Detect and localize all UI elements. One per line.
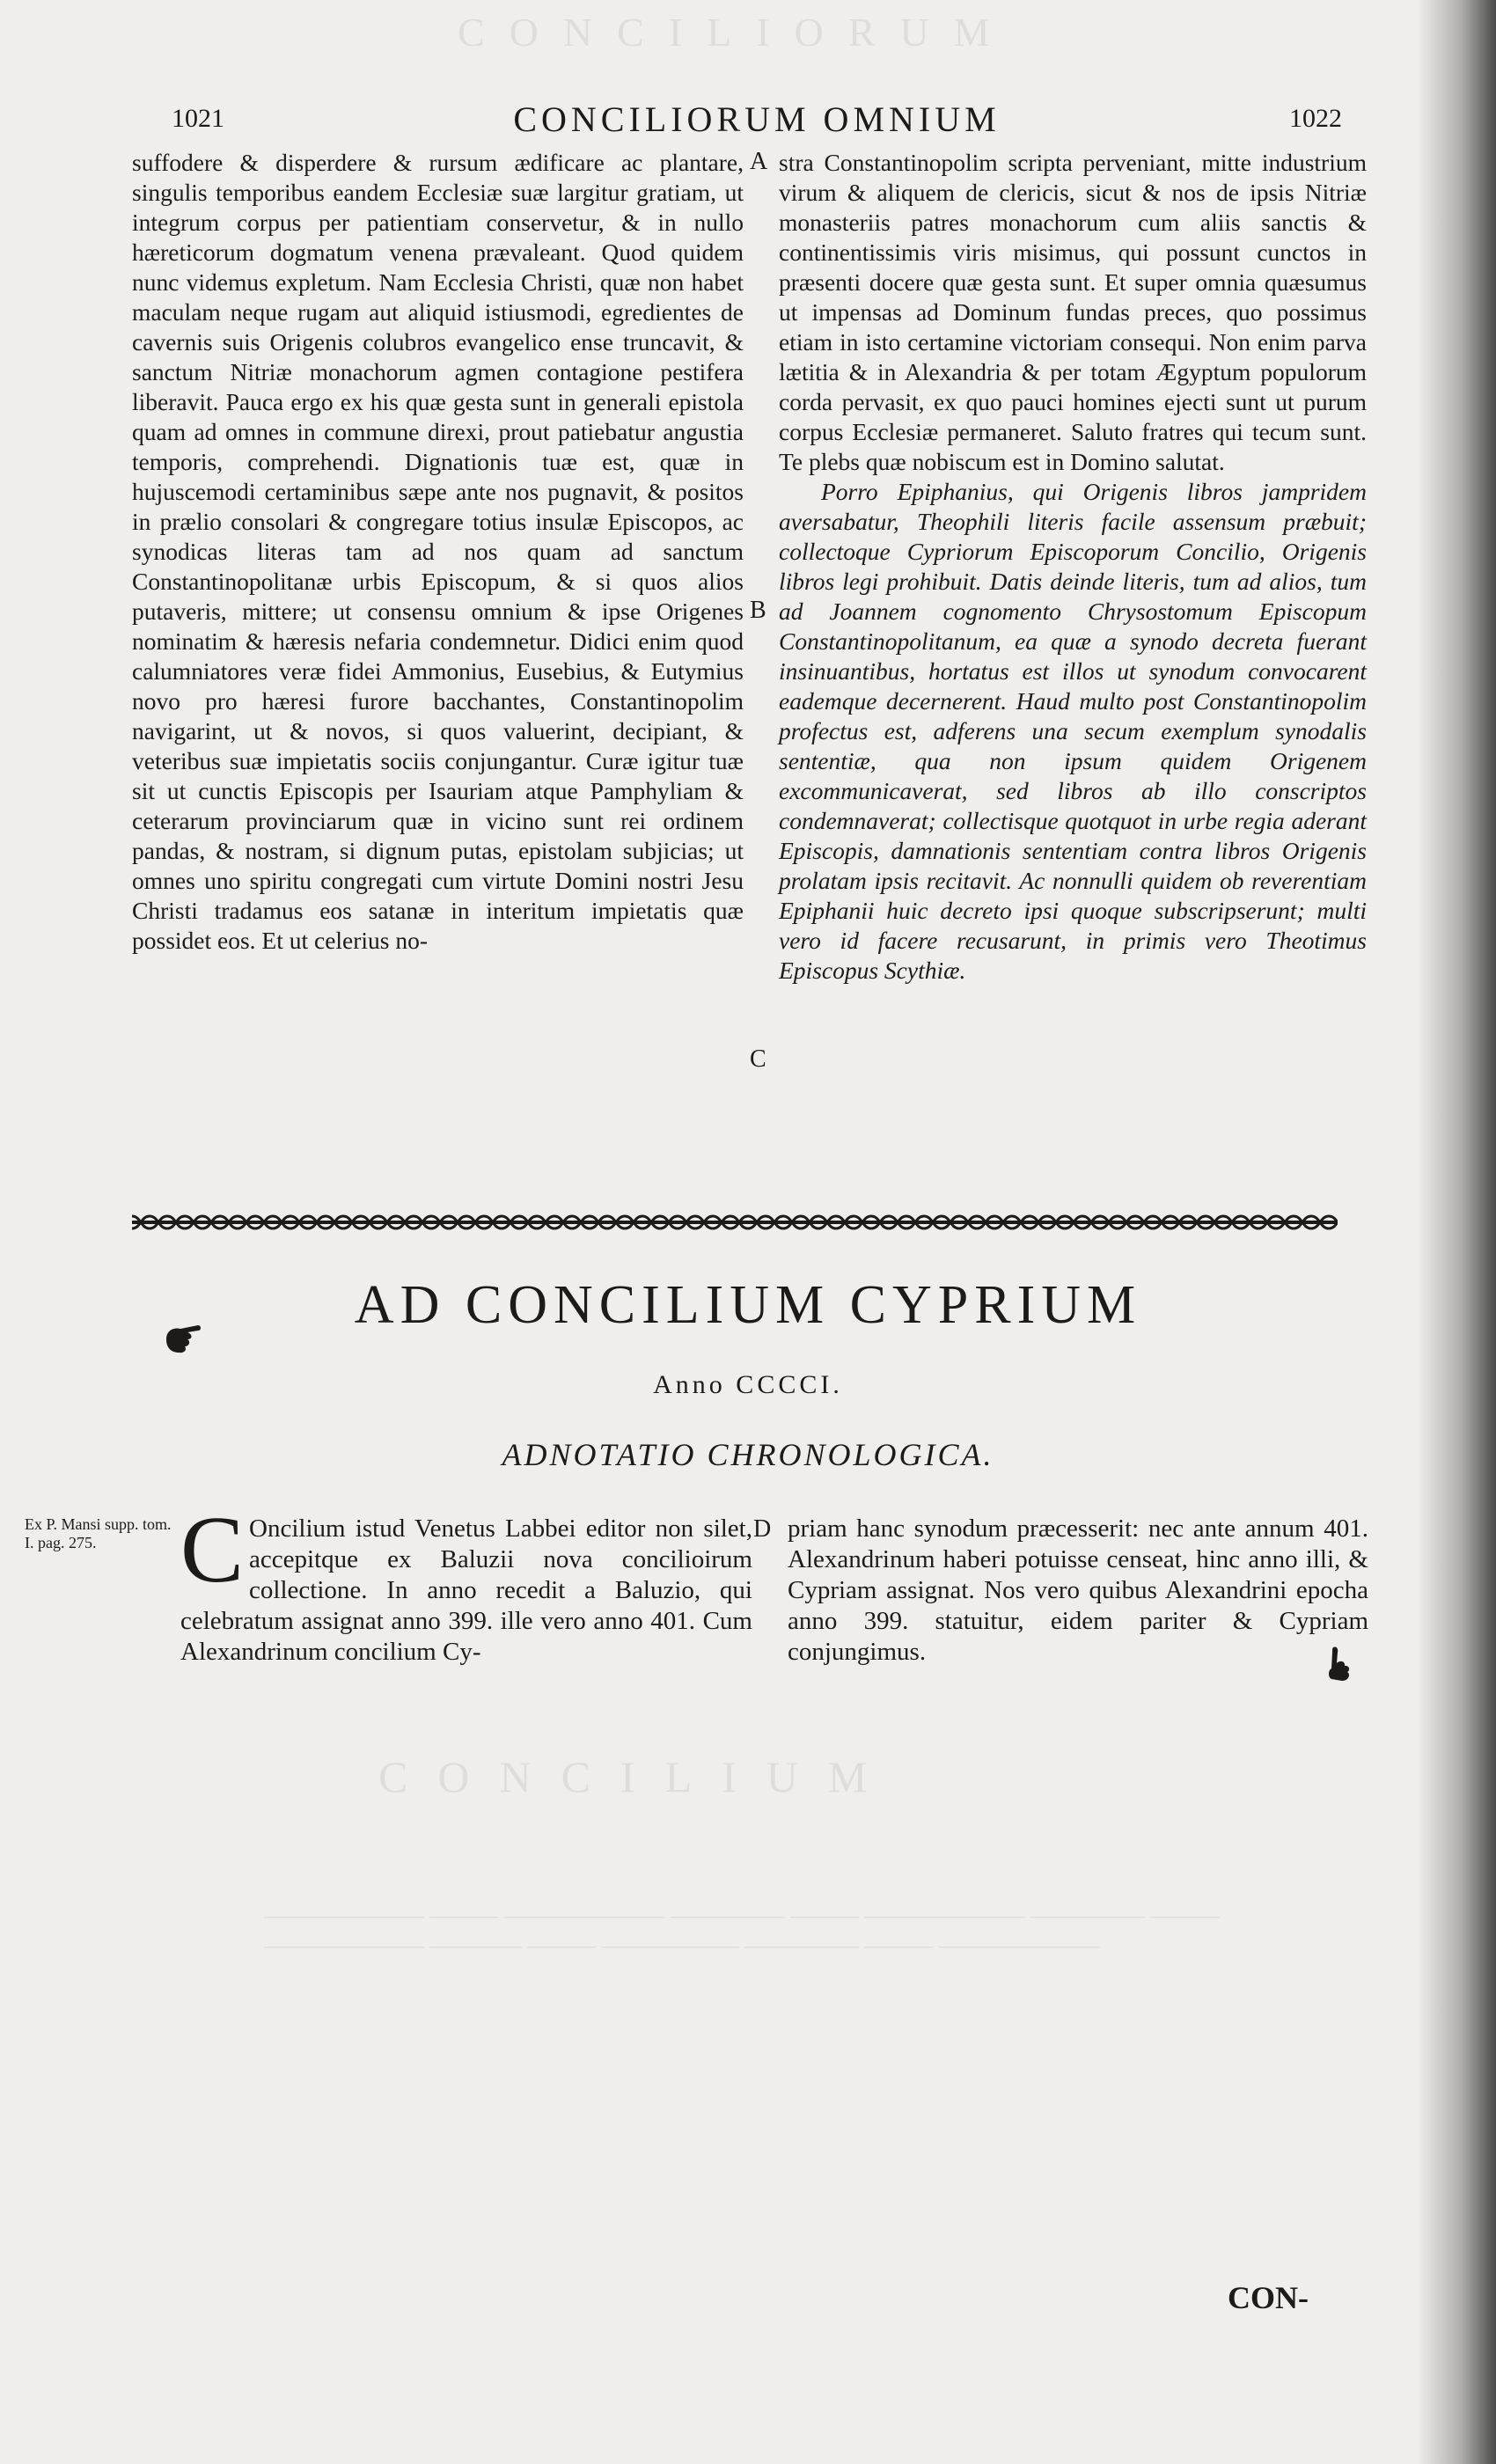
page-edge-shadow: [1417, 0, 1496, 2464]
left-column-text: suffodere & disperdere & rursum ædificare ac plantare, singulis temporibus eandem Ecclesiæ suæ largitur gratiam, ut integrum corpus per patientiam conservetur, & in nullo hæreticorum dogmatum venena prævaleant. Quod quidem nunc videmus expletum. Nam Ecclesia Christi, quæ non habet maculam neque rugam aut aliquid istiusmodi, egredientes de cavernis suis Origenis colubros evangelico ense truncavit, & sanctum Nitriæ monachorum agmen contagione pestifera liberavit. Pauca ergo ex his quæ gesta sunt in generali epistola quam ad omnes in commune direxi, prout patiebatur angustia temporis, comprehendi. Dignationis tuæ est, quæ in hujuscemodi certaminibus sæpe ante nos pugnavit, & positos in prælio consolari & congregare totius insulæ Episcopos, ac synodicas literas tam ad nos quam ad sanctum Constantinopolitanæ urbis Episcopum, & si quos alios putaveris, mittere; ut consensu omnium & ipse Origenes nominatim & hæresis nefaria condemnetur. Didici enim quod calumniatores veræ fidei Ammonius, Eusebius, & Eutymius novo pro hæresi furore bacchantes, Constantinopolim navigarint, ut & novos, si quos valuerint, decipiant, & veteribus suæ impietatis sociis conjungantur. Curæ igitur tuæ sit ut cunctis Episcopis per Isauriam atque Pamphyliam & ceterarum provinciarum quæ in vicino sunt rei ordinem pandas, & nostram, si dignum putas, epistolam subjicias; ut omnes uno spiritu congregati cum virtute Domini nostri Jesu Christi tradamus eos satanæ in interitum impietatis quæ possidet eos. Et ut celerius no-: [132, 149, 744, 954]
ornamental-rule: [132, 1207, 1338, 1237]
right-column: [779, 148, 1367, 986]
side-note: Ex P. Mansi supp. tom. I. pag. 275.: [25, 1515, 172, 1551]
left-column: [132, 148, 744, 956]
margin-letter-d: D: [753, 1515, 772, 1543]
right-column-letter-end: stra Constantinopolim scripta perveniant, mitte industrium virum & aliquem de clericis, sicut & nos de ipsis Nitriæ monasteriis patres monachorum cum aliis sanctis & continentissimis viris misimus, qui possunt cunctos in præsenti docere quæ gesta sunt. Et super omnia quæsumus ut impensas ad Dominum fundas preces, quo possimus etiam in isto certamine victoriam consequi. Non enim parva lætitia & in Alexandria & per totam Ægyptum populorum corda pervasit, ex quo pauci homines ejecti sunt ut purum corpus Ecclesiæ permaneret. Saluto fratres qui tecum sunt. Te plebs quæ nobiscum est in Domino salutat.: [779, 149, 1367, 475]
section-year: Anno CCCCI.: [653, 1370, 843, 1399]
right-column-commentary: Porro Epiphanius, qui Origenis libros jampridem aversabatur, Theophili literis facile assensum præbuit; collectoque Cypriorum Episcoporum Concilio, Origenis libros legi prohibuit. Datis deinde literis, tum ad alios, tum ad Joannem cognomento Chrysostomum Episcopum Constantinopolitanum, ea quæ a synodo decreta fuerant insinuantibus, hortatus est illos ut synodum convocarent eademque decernerent. Haud multo post Constantinopolim profectus est, adferens una secum exemplum synodalis sententiæ, qua non ipsum quidem Origenem excommunicaverat, sed libros ab illo conscriptos condemnaverat; collectisque quotquot in urbe regia aderant Episcopis, damnationis sententiam contra libros Origenis prolatam ipsis recitavit. Ac nonnulli quidem ob reverentiam Epiphanii huic decreto ipsi quoque subscripserunt; multi vero id facere recusarunt, in primis vero Theotimus Episcopus Scythiæ.: [779, 478, 1367, 984]
running-title: CONCILIORUM OMNIUM: [513, 99, 1001, 139]
adnotatio-right-column: [788, 1514, 1368, 1668]
catchword: CON-: [1228, 2280, 1309, 2315]
running-header: [172, 99, 1342, 143]
page-number-right: 1022: [1289, 104, 1342, 133]
bleed-through-heading: CONCILIUM: [378, 1752, 898, 1801]
adnotatio-left-text: Oncilium istud Venetus Labbei editor non silet, accepitque ex Baluzii nova concilioirum collectione. In anno recedit a Baluzio, qui celebratum assignat anno 399. ille vero anno 401. Cum Alexandrinum concilium Cy-: [180, 1514, 752, 1666]
margin-letter-b: B: [750, 597, 766, 624]
drop-cap: C: [180, 1498, 245, 1602]
section-subtitle: ADNOTATIO CHRONOLOGICA.: [502, 1437, 994, 1472]
pointing-hand-icon: [1324, 1644, 1356, 1686]
section-title: AD CONCILIUM CYPRIUM: [354, 1275, 1142, 1335]
margin-letter-c: C: [750, 1045, 766, 1073]
page-number-left: 1021: [172, 104, 224, 133]
bleed-through-text: ——————— ——— ——————— ————— ——— ——————— ————— ——— ——————— ———— ——— —————— ————— ——— ———————: [264, 1903, 1220, 1958]
adnotatio-right-text: priam hanc synodum præcesserit: nec ante annum 401. Alexandrinum haberi potuisse censeat, hinc anno illi, & Cypriam assignat. Nos vero quibus Alexandrini epocha anno 399. statuitur, eidem pariter & Cypriam conjungimus.: [788, 1514, 1368, 1666]
bleed-through-heading: CONCILIORUM: [458, 10, 1015, 55]
pointing-hand-icon: [163, 1320, 203, 1359]
margin-letter-a: A: [750, 148, 768, 175]
adnotatio-left-column: [180, 1498, 752, 1668]
